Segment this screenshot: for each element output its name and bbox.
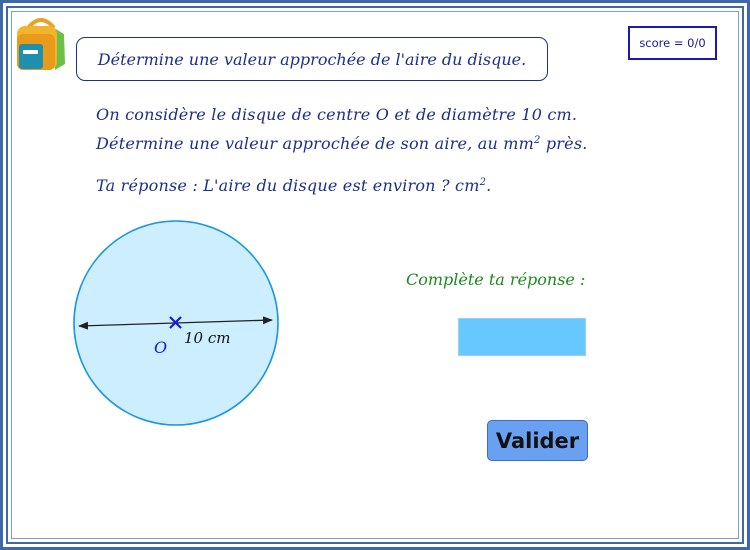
statement-unit-exponent: 2 [534,135,541,146]
statement-line-2-start: Détermine une valeur approchée de son aire, au mm [96,134,535,153]
answer-input[interactable] [458,318,586,356]
backpack-icon [14,14,68,72]
score-text: score = 0/0 [639,36,706,50]
diameter-label: 10 cm [184,329,231,347]
answer-prompt: Complète ta réponse : [406,270,586,289]
statement-line-1: On considère le disque de centre O et de diamètre 10 cm. [96,105,578,124]
answer-unit-exponent: 2 [479,177,487,188]
answer-sentence-start: Ta réponse : L'aire du disque est environ ? cm [96,176,480,195]
score-display [628,26,717,60]
statement-line-2 [96,134,588,153]
answer-sentence [96,176,491,195]
statement-line-2-end: près. [540,134,588,153]
exercise-title [76,37,548,81]
center-label: O [154,338,168,357]
disk-diagram [66,215,288,433]
exercise-title-text: Détermine une valeur approchée de l'aire du disque. [97,49,527,69]
answer-sentence-end: . [486,176,492,195]
validate-button[interactable]: Valider [487,420,588,461]
